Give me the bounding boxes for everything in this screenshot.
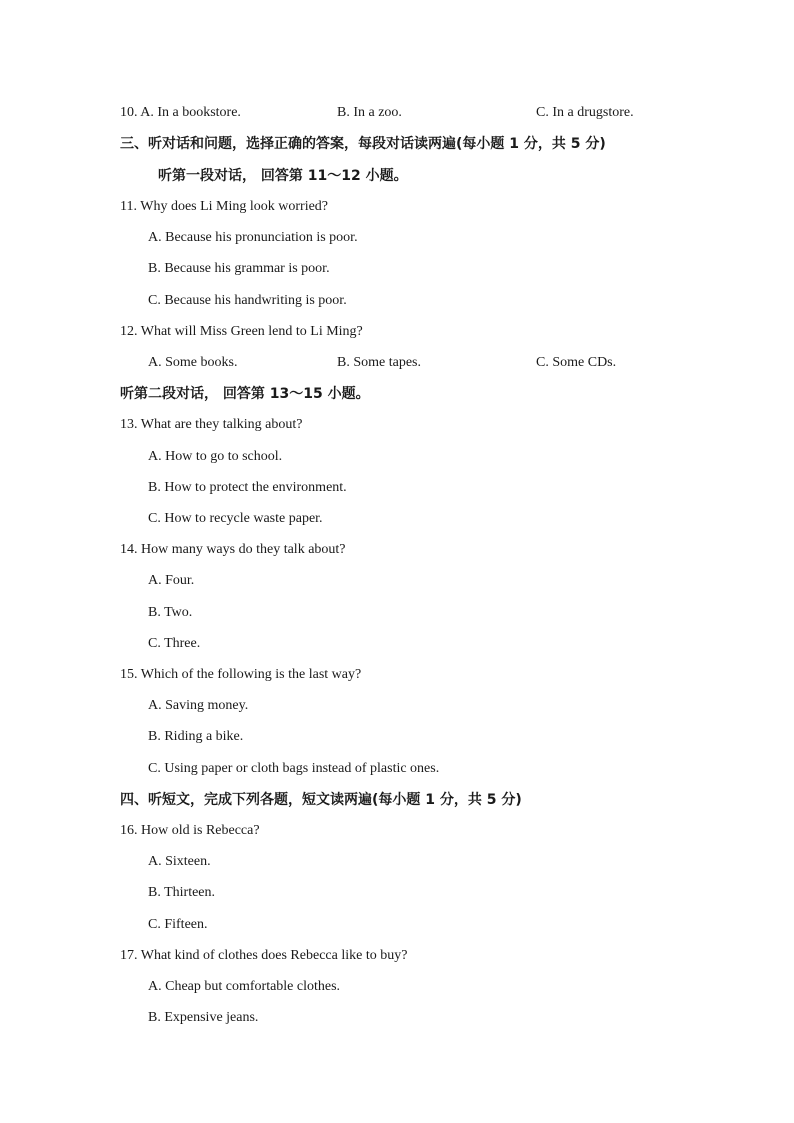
question-14-option-c: C. Three. xyxy=(148,636,201,651)
section-3-sub2-row xyxy=(0,384,794,415)
question-14-c xyxy=(0,634,794,665)
question-15 xyxy=(0,665,794,696)
section-4-heading-row xyxy=(0,790,794,821)
section-3-dialogue-2-instruction: 听第二段对话， 回答第 13～15 小题。 xyxy=(120,386,370,402)
question-11 xyxy=(0,197,794,228)
question-13-option-a: A. How to go to school. xyxy=(148,449,283,464)
question-12-option-c: C. Some CDs. xyxy=(536,355,617,370)
question-13-b xyxy=(0,478,794,509)
question-13-text: 13. What are they talking about? xyxy=(120,417,303,432)
question-13 xyxy=(0,415,794,446)
question-12-option-a: A. Some books. xyxy=(148,355,238,370)
question-15-c xyxy=(0,759,794,790)
question-12-option-b: B. Some tapes. xyxy=(337,355,421,370)
question-13-option-c: C. How to recycle waste paper. xyxy=(148,511,323,526)
question-15-option-b: B. Riding a bike. xyxy=(148,729,244,744)
question-15-text: 15. Which of the following is the last way? xyxy=(120,667,362,682)
question-11-text: 11. Why does Li Ming look worried? xyxy=(120,199,329,214)
question-10-option-b: B. In a zoo. xyxy=(337,105,402,120)
section-3-dialogue-1-instruction: 听第一段对话， 回答第 11～12 小题。 xyxy=(158,168,408,184)
question-12 xyxy=(0,322,794,353)
question-10 xyxy=(0,103,794,134)
question-11-option-b: B. Because his grammar is poor. xyxy=(148,261,330,276)
question-16-text: 16. How old is Rebecca? xyxy=(120,823,260,838)
question-17-text: 17. What kind of clothes does Rebecca like to buy? xyxy=(120,948,408,963)
question-15-a xyxy=(0,696,794,727)
question-16-a xyxy=(0,852,794,883)
question-11-option-a: A. Because his pronunciation is poor. xyxy=(148,230,358,245)
question-13-a xyxy=(0,447,794,478)
question-16-option-c: C. Fifteen. xyxy=(148,917,208,932)
question-11-c xyxy=(0,291,794,322)
question-15-b xyxy=(0,727,794,758)
question-12-options xyxy=(0,353,794,384)
section-3-heading-row xyxy=(0,134,794,165)
question-14-option-a: A. Four. xyxy=(148,573,195,588)
question-17-a xyxy=(0,977,794,1008)
question-10-option-a: 10. A. In a bookstore. xyxy=(120,105,241,120)
question-17-option-b: B. Expensive jeans. xyxy=(148,1010,259,1025)
question-17-b xyxy=(0,1008,794,1039)
section-3-sub1-row xyxy=(0,166,794,197)
question-14-option-b: B. Two. xyxy=(148,605,193,620)
question-13-option-b: B. How to protect the environment. xyxy=(148,480,347,495)
question-16-b xyxy=(0,883,794,914)
question-17 xyxy=(0,946,794,977)
question-16 xyxy=(0,821,794,852)
question-15-option-a: A. Saving money. xyxy=(148,698,249,713)
section-4-heading: 四、听短文，完成下列各题，短文读两遍(每小题 1 分，共 5 分) xyxy=(120,792,522,808)
question-11-a xyxy=(0,228,794,259)
question-14-a xyxy=(0,571,794,602)
question-16-c xyxy=(0,915,794,946)
question-10-option-c: C. In a drugstore. xyxy=(536,105,634,120)
question-14 xyxy=(0,540,794,571)
question-13-c xyxy=(0,509,794,540)
question-17-option-a: A. Cheap but comfortable clothes. xyxy=(148,979,341,994)
question-15-option-c: C. Using paper or cloth bags instead of plastic ones. xyxy=(148,761,440,776)
question-16-option-b: B. Thirteen. xyxy=(148,885,216,900)
section-3-heading: 三、听对话和问题，选择正确的答案，每段对话读两遍(每小题 1 分，共 5 分) xyxy=(120,136,606,152)
question-16-option-a: A. Sixteen. xyxy=(148,854,211,869)
question-12-text: 12. What will Miss Green lend to Li Ming? xyxy=(120,324,363,339)
question-11-option-c: C. Because his handwriting is poor. xyxy=(148,293,347,308)
question-14-b xyxy=(0,603,794,634)
question-11-b xyxy=(0,259,794,290)
question-14-text: 14. How many ways do they talk about? xyxy=(120,542,346,557)
